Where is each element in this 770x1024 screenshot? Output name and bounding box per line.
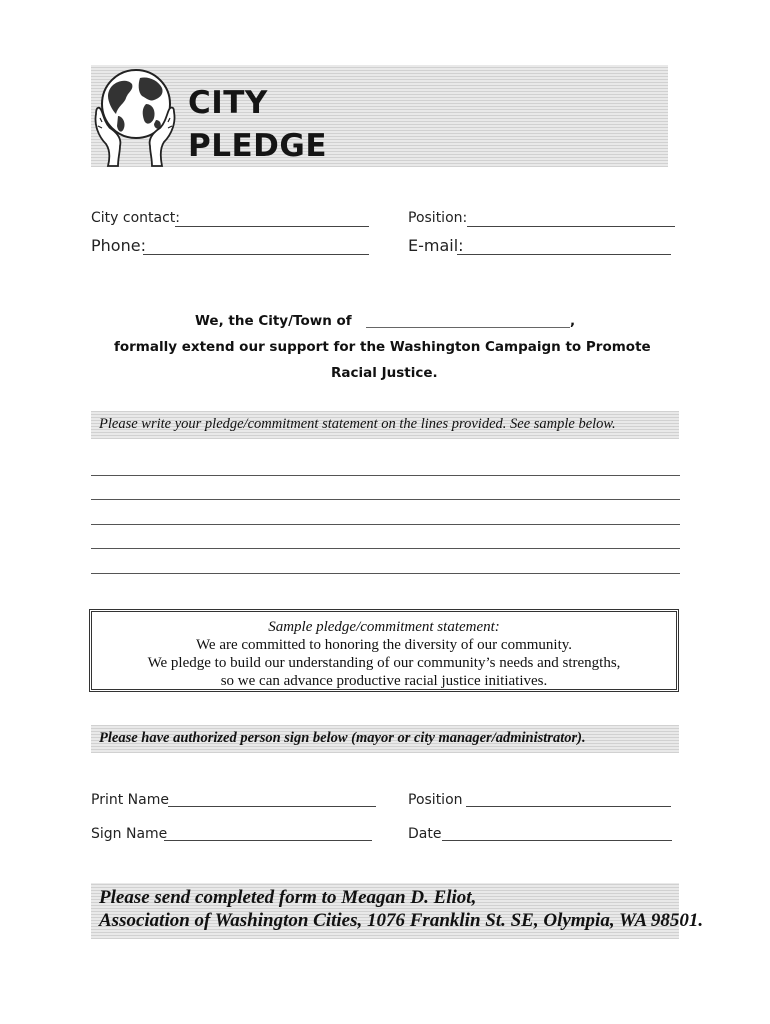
statement-line-5[interactable] bbox=[91, 573, 680, 574]
statement-line-1[interactable] bbox=[91, 475, 680, 476]
city-contact-field[interactable] bbox=[175, 226, 369, 227]
sign-instruction: Please have authorized person sign below (mayor or city manager/administrator). bbox=[99, 730, 586, 746]
print-name-field[interactable] bbox=[168, 806, 376, 807]
email-label: E-mail: bbox=[408, 236, 464, 255]
send-line-2: Association of Washington Cities, 1076 Franklin St. SE, Olympia, WA 98501. bbox=[99, 910, 704, 931]
title-pledge: PLEDGE bbox=[188, 128, 328, 164]
date-field[interactable] bbox=[442, 840, 672, 841]
signer-position-field[interactable] bbox=[466, 806, 671, 807]
phone-field[interactable] bbox=[143, 254, 369, 255]
title-city: CITY bbox=[188, 85, 268, 121]
signer-position-label: Position bbox=[408, 792, 463, 808]
statement-line-3[interactable] bbox=[91, 524, 680, 525]
statement-line-4[interactable] bbox=[91, 548, 680, 549]
globe-hands-logo bbox=[88, 62, 180, 170]
sign-instruction-band bbox=[91, 725, 679, 753]
statement-instruction: Please write your pledge/commitment statement on the lines provided. See sample below. bbox=[99, 416, 616, 432]
sample-line-2: We pledge to build our understanding of our community’s needs and strengths, bbox=[147, 655, 621, 671]
statement-instruction-band bbox=[91, 411, 679, 439]
pledge-comma: , bbox=[570, 313, 576, 329]
statement-line-2[interactable] bbox=[91, 499, 680, 500]
city-town-field[interactable] bbox=[366, 327, 570, 328]
date-label: Date bbox=[408, 826, 442, 842]
sample-statement-box bbox=[89, 609, 679, 692]
send-to-band bbox=[91, 883, 704, 939]
pledge-line-2: formally extend our support for the Washington Campaign to Promote bbox=[114, 339, 651, 355]
phone-label: Phone: bbox=[91, 236, 146, 255]
sign-name-label: Sign Name bbox=[91, 826, 168, 842]
pledge-line-1: We, the City/Town of bbox=[195, 313, 352, 329]
position-field[interactable] bbox=[467, 226, 675, 227]
email-field[interactable] bbox=[457, 254, 671, 255]
print-name-label: Print Name bbox=[91, 792, 169, 808]
pledge-line-3: Racial Justice. bbox=[331, 365, 438, 381]
sign-name-field[interactable] bbox=[164, 840, 372, 841]
sample-line-1: We are committed to honoring the diversity of our community. bbox=[195, 637, 573, 653]
sample-heading: Sample pledge/commitment statement: bbox=[268, 619, 500, 635]
position-label: Position: bbox=[408, 210, 468, 226]
send-line-1: Please send completed form to Meagan D. Eliot, bbox=[99, 887, 477, 908]
sample-line-3: so we can advance productive racial justice initiatives. bbox=[220, 673, 548, 689]
city-contact-label: City contact: bbox=[91, 210, 180, 226]
